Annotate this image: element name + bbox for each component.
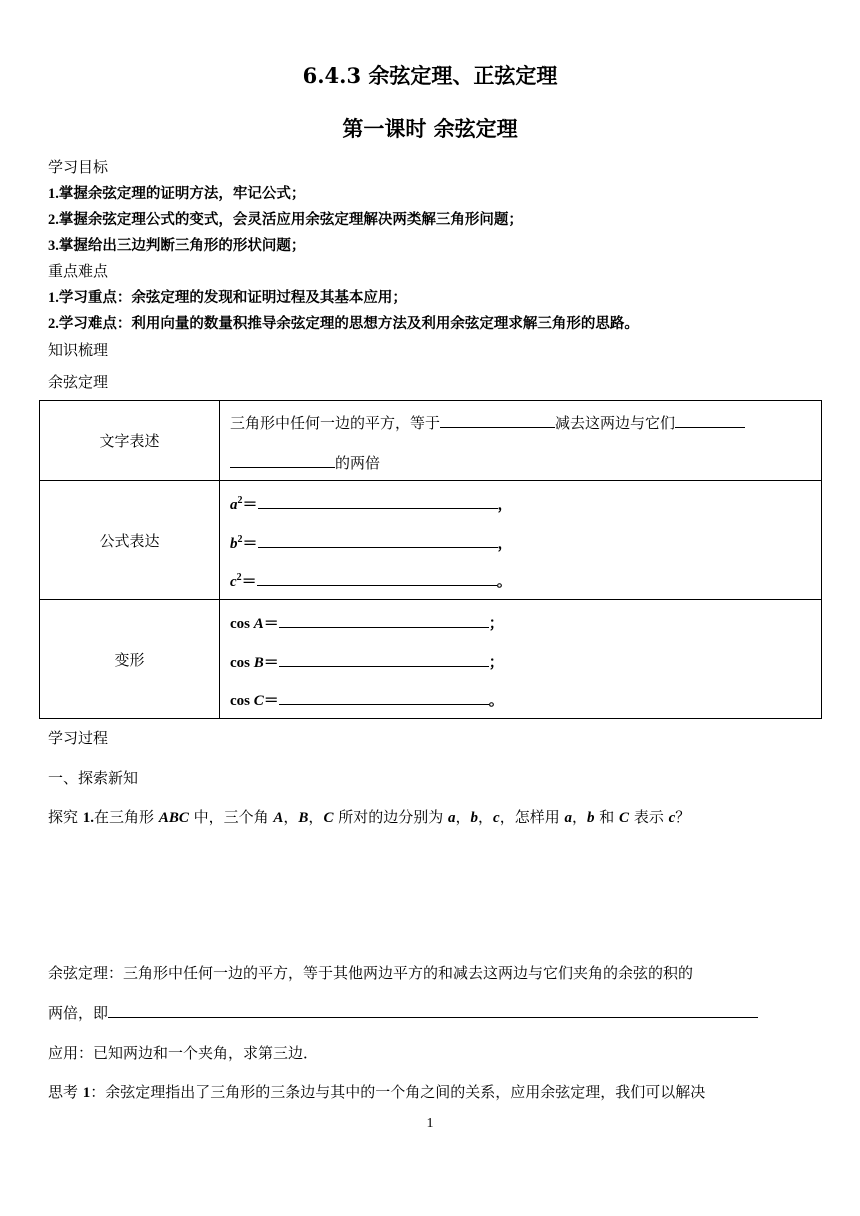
punct: ， [497,497,513,513]
text-part-a: 三角形中任何一边的平方，等于 [230,414,441,432]
fill-blank[interactable] [279,612,489,628]
fill-blank[interactable] [675,412,745,428]
text: ， [308,808,324,826]
var-a: a [564,810,572,826]
application-text: 应用：已知两边和一个夹角，求第三边． [48,1044,319,1062]
theorem-line-1: 余弦定理：三角形中任何一边的平方，等于其他两边平方的和减去这两边与它们夹角的余弦的积的 [48,964,694,982]
var-c: c [493,810,500,826]
text-part-c: 的两倍 [335,454,381,472]
table-row-formula [40,481,822,600]
goal-num: 2. [48,212,59,228]
text: 和 [594,808,620,826]
punct: ； [488,655,504,671]
var-C: C [619,810,630,826]
punct: 。 [496,574,512,590]
text: 在三角形 [94,808,159,826]
process-heading: 学习过程 [48,729,109,747]
row-content-variant [220,600,822,719]
text: ？ [675,808,691,826]
table-row-text [40,401,822,481]
explore-num: 1. [82,810,95,826]
goal-num: 3. [48,238,59,254]
exponent: 2 [237,534,243,545]
equals: ＝ [242,536,258,552]
fill-blank[interactable] [108,1002,758,1018]
var-C: C [253,693,264,709]
text: ， [478,808,494,826]
text: ，怎样用 [499,808,565,826]
knowledge-heading: 知识梳理 [48,341,109,359]
key-item-1 [48,286,407,307]
fill-blank[interactable] [440,412,555,428]
exponent: 2 [237,495,243,506]
text: 中，三个角 [188,808,274,826]
punct: 。 [488,693,504,709]
var-b: b [230,536,238,552]
goal-text: 掌握余弦定理的证明方法，牢记公式； [58,185,306,202]
text: 两倍，即 [48,1004,109,1022]
var-C: C [323,810,334,826]
exponent: 2 [236,572,242,583]
key-num: 1. [48,290,59,306]
var-a: a [230,497,238,513]
var-b: b [470,810,479,826]
cos: cos [230,693,254,709]
equals: ＝ [263,655,279,671]
key-heading: 重点难点 [48,262,109,280]
row-label-text: 文字表述 [40,401,220,481]
var-B: B [298,810,309,826]
fill-blank[interactable] [230,452,335,468]
var-A: A [273,810,284,826]
punct: ； [488,616,504,632]
explore-1-question [48,806,690,827]
goal-item-1 [48,182,305,203]
equals: ＝ [263,693,279,709]
row-label-variant: 变形 [40,600,220,719]
cosine-law-table [39,400,822,719]
fill-blank[interactable] [279,651,489,667]
goals-heading: 学习目标 [48,158,109,176]
var-b: b [587,810,595,826]
var-ABC: ABC [158,810,189,826]
text: ， [455,808,471,826]
key-text: 学习重点：余弦定理的发现和证明过程及其基本应用； [58,289,407,306]
text: ， [283,808,299,826]
row-content-formula [220,481,822,600]
equals: ＝ [242,497,258,513]
knowledge-sub: 余弦定理 [48,373,109,391]
cos: cos [230,655,254,671]
fill-blank[interactable] [258,532,498,548]
var-c: c [230,574,237,590]
goal-num: 1. [48,186,59,202]
text-part-b: 减去这两边与它们 [555,414,676,432]
page-subtitle: 第一课时 余弦定理 [342,116,518,141]
theorem-line-2 [48,1002,758,1023]
key-num: 2. [48,316,59,332]
table-row-variant [40,600,822,719]
text: 所对的边分别为 [333,808,448,826]
fill-blank[interactable] [258,493,498,509]
text: ， [571,808,587,826]
var-A: A [253,616,264,632]
explore-label: 探究 [48,808,83,826]
goal-text: 掌握余弦定理公式的变式，会灵活应用余弦定理解决两类解三角形问题； [58,211,523,228]
think-label: 思考 [48,1083,83,1101]
var-B: B [253,655,264,671]
page-title: 6.4.3 余弦定理、正弦定理 [302,63,558,88]
cos: cos [230,616,254,632]
think-1-text [48,1081,705,1102]
fill-blank[interactable] [279,689,489,705]
fill-blank[interactable] [257,570,497,586]
equals: ＝ [241,574,257,590]
text: 表示 [629,808,669,826]
equals: ＝ [263,616,279,632]
page-number: 1 [426,1116,434,1131]
goal-item-2 [48,208,523,229]
text: ：余弦定理指出了三角形的三条边与其中的一个角之间的关系，应用余弦定理，我们可以解决 [90,1083,706,1101]
goal-item-3 [48,234,305,255]
think-num: 1 [82,1085,91,1101]
row-label-formula: 公式表达 [40,481,220,600]
key-item-2 [48,312,639,333]
var-a: a [448,810,456,826]
goal-text: 掌握给出三边判断三角形的形状问题； [58,237,306,254]
section-explore-heading: 一、探索新知 [48,769,139,787]
row-content-text [220,401,822,481]
punct: ， [497,536,513,552]
var-c: c [668,810,676,826]
key-text: 学习难点：利用向量的数量积推导余弦定理的思想方法及利用余弦定理求解三角形的思路。 [58,315,639,332]
